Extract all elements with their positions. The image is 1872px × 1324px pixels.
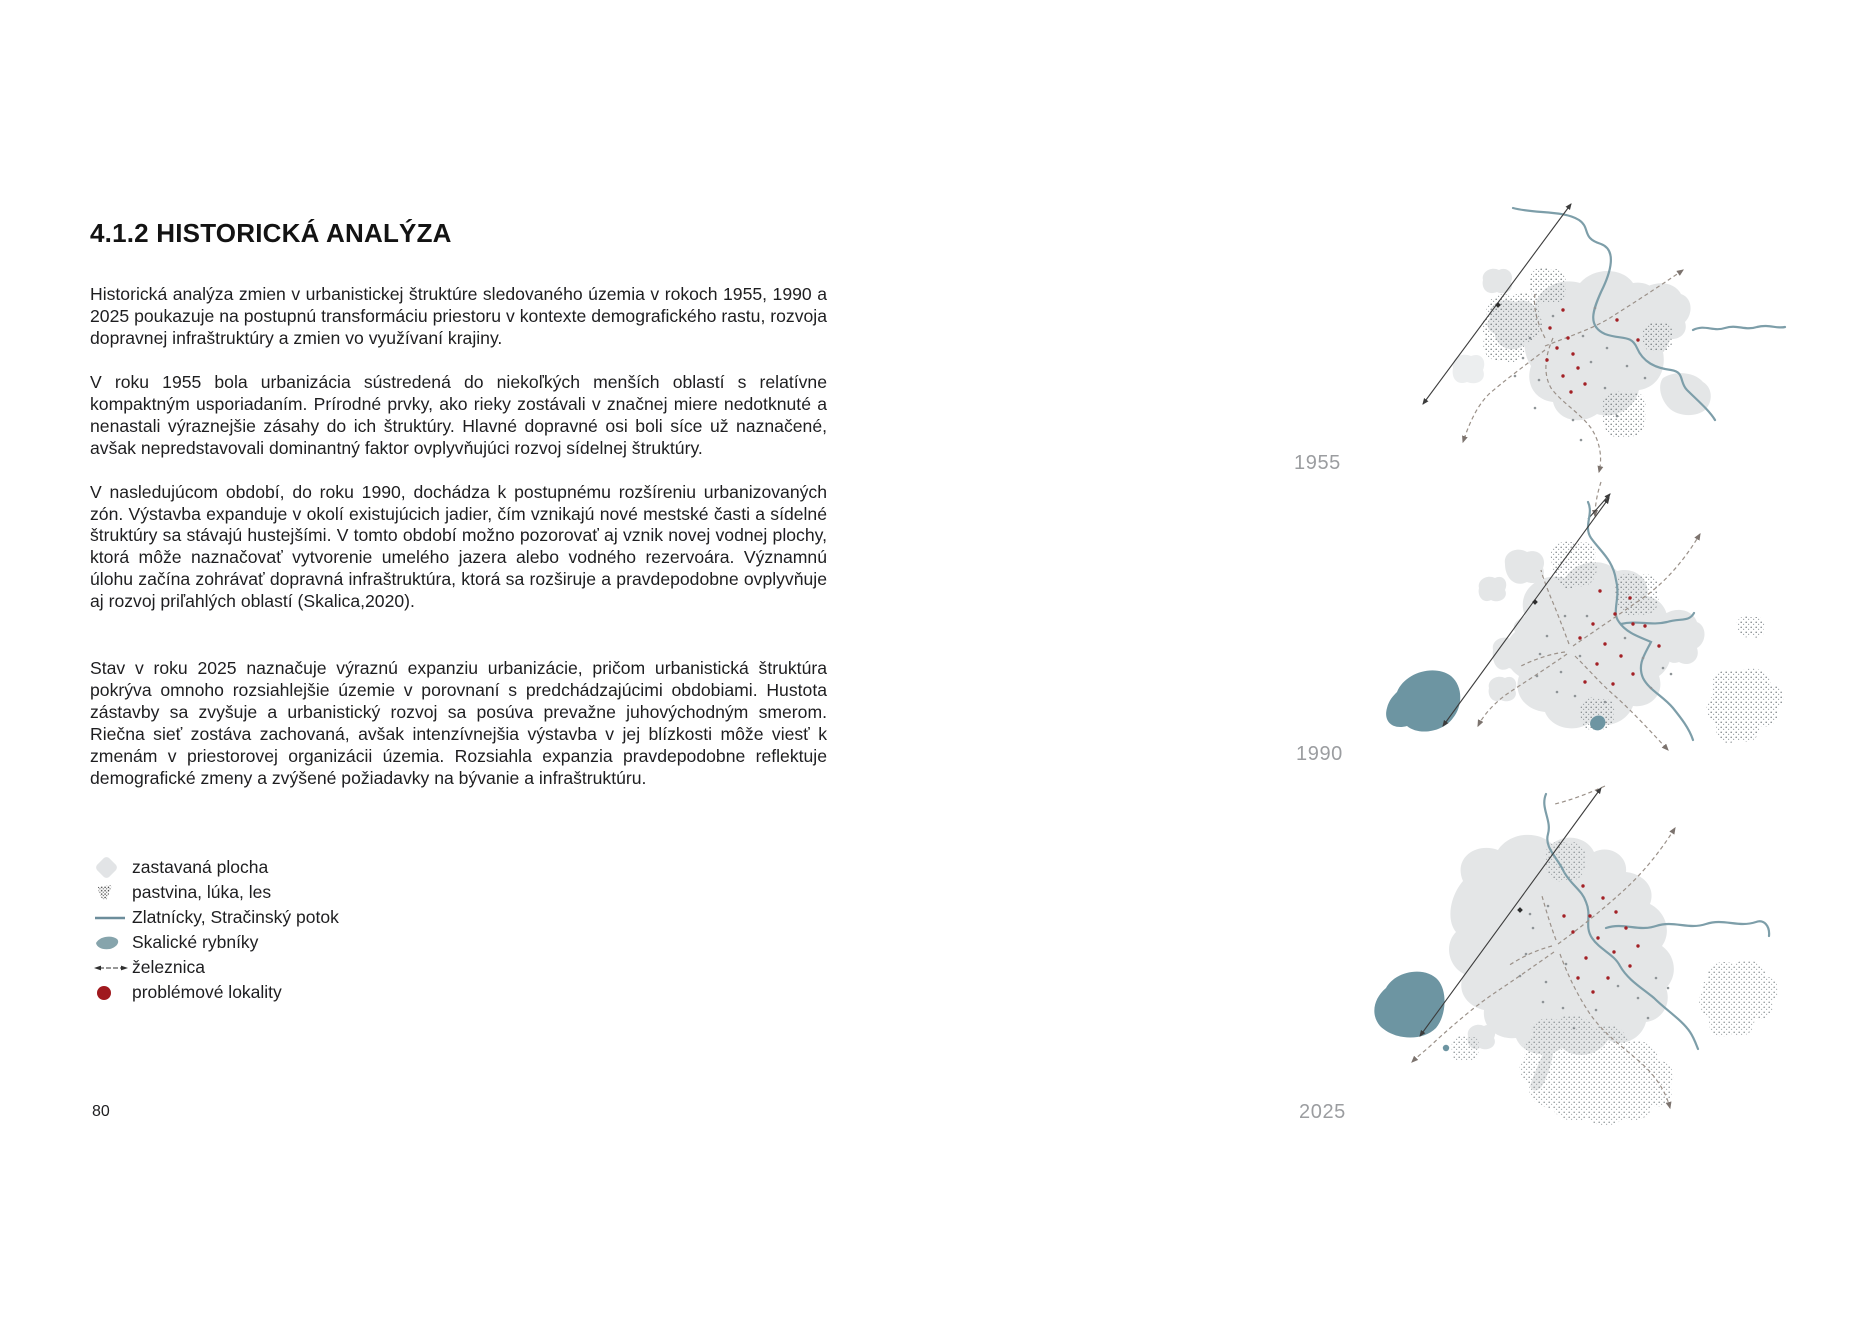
legend-item-railway [94,955,339,980]
year-label-2025: 2025 [1299,1101,1346,1123]
built-area-icon [94,859,132,876]
stream-line-icon [94,915,132,921]
section-title: 4.1.2 HISTORICKÁ ANALÝZA [90,218,452,248]
paragraph-1955: V roku 1955 bola urbanizácia sústredená do niekoľkých menších oblastí s relatívne kompaktným usporiadaním. Prírodné prvky, ako rieky zostávali v značnej miere nedotknuté a nenastali výraznejšie zásahy do ich štruktúry. Hlavné dopravné osi boli síce už naznačené, avšak nepredstavovali dominantný faktor ovplyvňujúci rozvoj sídelnej štruktúry. [90,372,827,458]
legend-label: železnica [132,957,205,977]
paragraph-1990: V nasledujúcom období, do roku 1990, dochádza k postupnému rozšíreniu urbanizovaných zón. Výstavba expanduje v okolí existujúcich jadier, čím vznikajú nové mestské časti a sídelné štruktúry sa stávajú hustejšími. V tomto období možno pozorovať aj vznik novej vodnej plochy, ktorá môže naznačovať vytvorenie umelého jazera alebo vodného rezervoára. Významnú úlohu začína zohrávať dopravná infraštruktúra, ktorá sa rozširuje a pravdepodobne ovplyvňuje aj rozvoj priľahlých oblastí (Skalica,2020). [90,481,827,612]
legend-item-problem [94,980,339,1005]
railway-arrows-icon [94,963,132,973]
paragraph-intro: Historická analýza zmien v urbanistickej štruktúre sledovaného územia v rokoch 1955, 1990 a 2025 poukazuje na postupnú transformáciu priestoru v kontexte demografického rastu, rozvoja dopravnej infraštruktúry a zmien vo využívaní krajiny. [90,284,827,349]
body-text-column [90,220,827,812]
legend-item-ponds [94,930,339,955]
pond-icon [94,934,132,951]
legend-label: zastavaná plocha [132,857,269,877]
year-label-1990: 1990 [1296,743,1343,765]
year-label-1955: 1955 [1294,452,1341,474]
legend-label: pastvina, lúka, les [132,882,272,902]
problem-dot-icon [94,986,132,1000]
legend-item-stream [94,905,339,930]
legend-item-pasture [94,880,339,905]
map-1990 [1375,496,1825,806]
page-number: 80 [92,1103,110,1120]
map-2025 [1368,786,1828,1141]
legend-item-built-area [94,855,339,880]
legend-label: Skalické rybníky [132,932,259,952]
legend-label: problémové lokality [132,982,282,1002]
pasture-stipple-icon [94,883,132,903]
map-legend [94,855,339,1005]
legend-label: Zlatnícky, Stračinský potok [132,907,339,927]
paragraph-2025: Stav v roku 2025 naznačuje výraznú expanziu urbanizácie, pričom urbanistická štruktúra pokrýva omnoho rozsiahlejšie územie v porovnaní s predchádzajúcimi obdobiami. Hustota zástavby sa zvyšuje a urbanistický rozvoj sa posúva prevažne juhovýchodným smerom. Riečna sieť zostáva zachovaná, avšak intenzívnejšia výstavba v jej blízkosti môže viesť k zmenám v priestorovej organizácii územia. Rozsiahla expanzia pravdepodobne reflektuje demografické zmeny a zvýšené požiadavky na bývanie a infraštruktúru. [90,658,827,788]
map-1955 [1395,188,1825,523]
